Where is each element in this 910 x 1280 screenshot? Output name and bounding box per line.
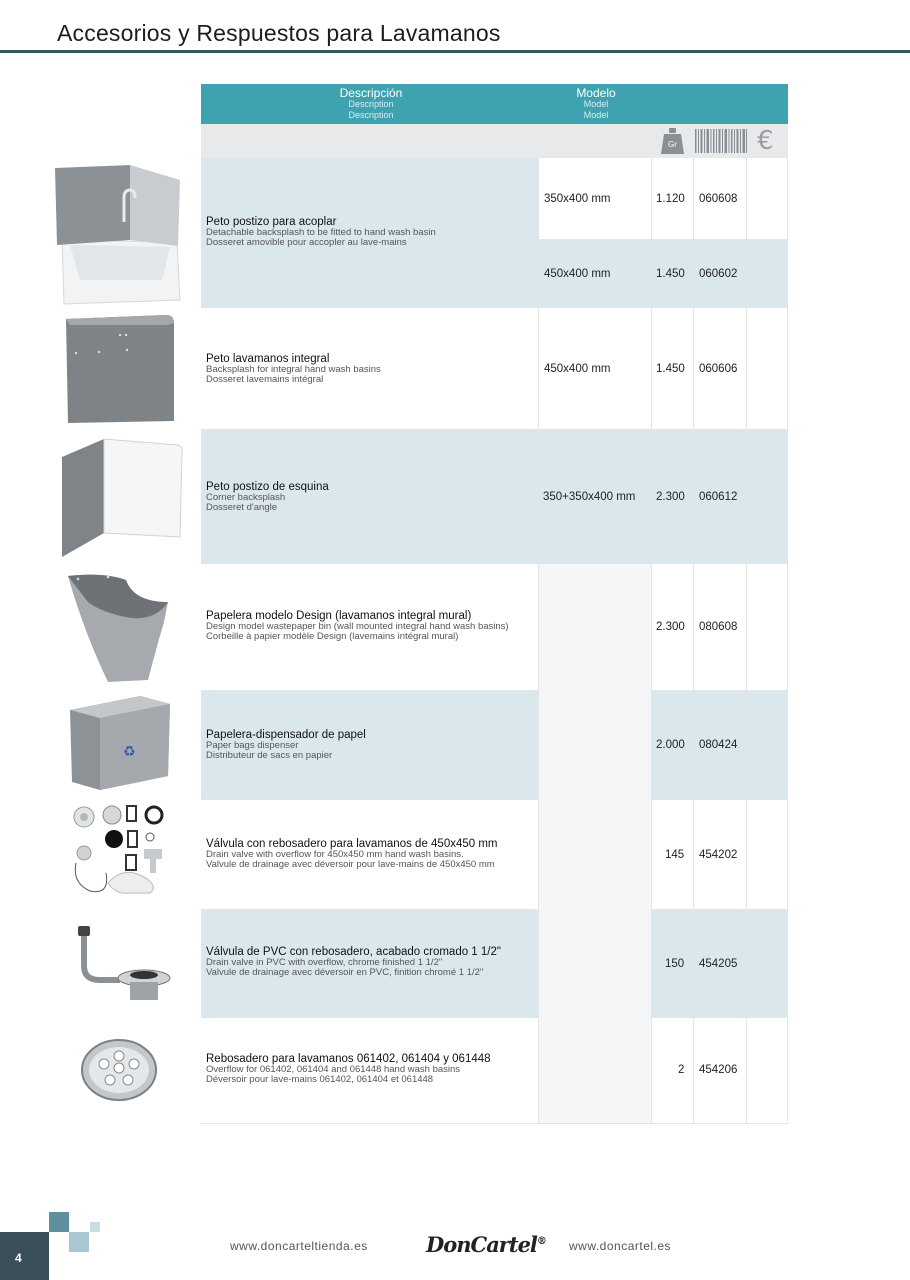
desc-en: Drain valve in PVC with overflow, chrome finished 1 1/2" (206, 957, 443, 968)
desc-es: Válvula de PVC con rebosadero, acabado cromado 1 1/2" (206, 946, 501, 958)
model-value: 450x400 mm (544, 363, 611, 375)
model-value: 350x400 mm (544, 193, 611, 205)
desc-es: Rebosadero para lavamanos 061402, 061404 y 061448 (206, 1053, 491, 1065)
table-row-desc (201, 158, 539, 308)
price-cell (747, 1018, 788, 1124)
desc-fr: Valvule de drainage avec déversoir pour lave-mains de 450x450 mm (206, 859, 495, 870)
table-row-desc (201, 800, 539, 910)
product-description (206, 481, 536, 513)
page-number-box (0, 1232, 49, 1280)
pvc-drain-valve-image (76, 920, 172, 1006)
desc-fr: Dosseret lavemains intégral (206, 374, 324, 385)
table-row-desc (201, 1018, 539, 1124)
backsplash-basin-image (52, 160, 184, 305)
desc-es: Peto postizo de esquina (206, 481, 329, 493)
weight-value: 145 (665, 849, 685, 861)
code-value: 080608 (699, 621, 738, 633)
weight-cell (652, 1018, 694, 1124)
decor-square (69, 1232, 89, 1252)
code-value: 060602 (699, 268, 738, 280)
product-description (206, 353, 536, 385)
euro-icon: € (757, 126, 774, 156)
integral-backsplash-image (64, 315, 176, 425)
table-header (201, 84, 788, 124)
column-header-model (546, 88, 646, 121)
desc-fr: Dosseret d'angle (206, 502, 277, 513)
code-value: 454202 (699, 849, 738, 861)
price-cell (747, 240, 788, 308)
page-number: 4 (15, 1251, 22, 1265)
product-description (206, 1053, 536, 1085)
weight-value: 1.450 (656, 363, 685, 375)
table-row-desc (201, 564, 539, 691)
model-cell-merged (539, 564, 652, 1124)
desc-en: Backsplash for integral hand wash basins (206, 364, 381, 375)
price-cell (747, 430, 788, 564)
desc-fr: Distributeur de sacs en papier (206, 750, 333, 761)
decor-square (90, 1222, 100, 1232)
desc-en: Drain valve with overflow for 450x450 mm hand wash basins. (206, 849, 464, 860)
header-model-en: Model (583, 99, 609, 109)
desc-es: Peto postizo para acoplar (206, 216, 337, 228)
overflow-cover-image (80, 1036, 158, 1104)
code-value: 454205 (699, 958, 738, 970)
desc-es: Papelera modelo Design (lavamanos integral mural) (206, 610, 472, 622)
corner-backsplash-image (60, 437, 184, 559)
code-value: 454206 (699, 1064, 738, 1076)
header-desc-es: Descripción (339, 86, 403, 100)
desc-en: Detachable backsplash to be fitted to hand wash basin (206, 227, 436, 238)
desc-en: Design model wastepaper bin (wall mounted integral hand wash basins) (206, 621, 509, 632)
svg-text:♻: ♻ (123, 744, 136, 760)
weight-value: 2 (678, 1064, 685, 1076)
product-description (206, 216, 536, 248)
price-cell (747, 564, 788, 691)
icon-header-row (201, 124, 788, 158)
code-value: 060612 (699, 491, 738, 503)
weight-icon-label: Gr (668, 140, 677, 149)
table-row-desc (201, 308, 539, 430)
table-row-desc (201, 910, 539, 1018)
weight-value: 2.300 (656, 621, 685, 633)
title-rule (0, 50, 910, 53)
desc-es: Papelera-dispensador de papel (206, 729, 366, 741)
decor-square (49, 1212, 69, 1232)
price-cell (747, 308, 788, 430)
desc-fr: Corbeille à papier modèle Design (lavemains intégral mural) (206, 631, 459, 642)
desc-en: Overflow for 061402, 061404 and 061448 hand wash basins (206, 1064, 461, 1075)
price-cell (747, 158, 788, 240)
page-title: Accesorios y Respuestos para Lavamanos (57, 20, 501, 46)
footer-url-left[interactable]: www.doncarteltienda.es (230, 1239, 368, 1253)
product-description (206, 838, 536, 870)
header-desc-fr: Description (348, 110, 394, 120)
header-model-es: Modelo (576, 86, 616, 100)
logo-text: DonCartel (426, 1232, 537, 1257)
code-value: 080424 (699, 739, 738, 751)
footer-url-right[interactable]: www.doncartel.es (569, 1239, 672, 1253)
product-description (206, 729, 536, 761)
weight-value: 2.300 (656, 491, 685, 503)
code-value: 060608 (699, 193, 738, 205)
desc-fr: Déversoir pour lave-mains 061402, 061404 et 061448 (206, 1074, 434, 1085)
price-cell (747, 800, 788, 910)
header-desc-en: Description (348, 99, 394, 109)
model-value: 350+350x400 mm (543, 491, 636, 503)
price-cell (747, 691, 788, 800)
table-row-desc (201, 691, 539, 800)
code-value: 060606 (699, 363, 738, 375)
desc-es: Peto lavamanos integral (206, 353, 330, 365)
header-model-fr: Model (583, 110, 609, 120)
weight-value: 1.450 (656, 268, 685, 280)
desc-fr: Dosseret amovible pour accopler au lave-mains (206, 237, 407, 248)
desc-es: Válvula con rebosadero para lavamanos de 450x450 mm (206, 838, 498, 850)
product-description (206, 946, 536, 978)
barcode-icon (695, 129, 747, 153)
desc-fr: Valvule de drainage avec déversoir en PVC, finition chromé 1 1/2" (206, 967, 484, 978)
price-cell (747, 910, 788, 1018)
weight-value: 2.000 (656, 739, 685, 751)
weight-value: 150 (665, 958, 685, 970)
doncartel-logo (426, 1232, 546, 1257)
desc-en: Corner backsplash (206, 492, 286, 503)
column-header-description (321, 88, 421, 121)
weight-icon (661, 128, 684, 154)
paper-bags-dispenser-image (68, 696, 172, 794)
design-wastepaper-bin-image (64, 572, 170, 684)
model-value: 450x400 mm (544, 268, 611, 280)
logo-registered-mark: ® (536, 1236, 546, 1247)
desc-en: Paper bags dispenser (206, 740, 299, 751)
product-description (206, 610, 536, 642)
table-row-desc (201, 430, 539, 564)
drain-valve-kit-image (70, 803, 172, 899)
weight-value: 1.120 (656, 193, 685, 205)
